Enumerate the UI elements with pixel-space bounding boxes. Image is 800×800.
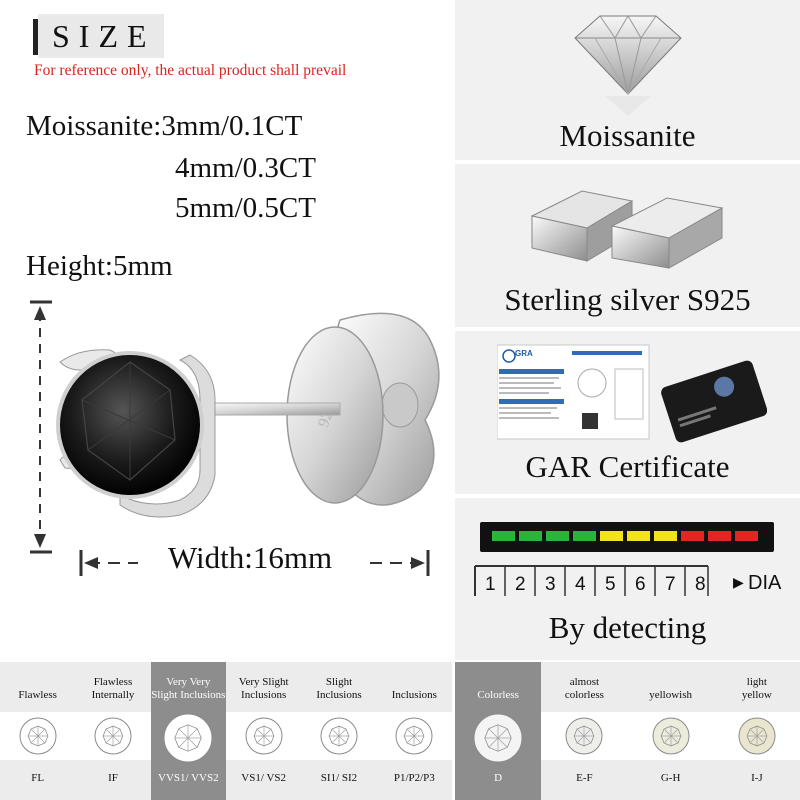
tester-panel	[455, 498, 800, 660]
color-grade-column	[541, 662, 627, 800]
clarity-name: Slight Inclusions	[316, 676, 362, 701]
clarity-column	[75, 662, 150, 800]
tester-led	[708, 531, 731, 541]
diamond-icon	[565, 8, 691, 120]
color-grade-name: light yellow	[741, 676, 772, 701]
color-table	[455, 662, 800, 800]
clarity-code: VS1/ VS2	[241, 772, 287, 784]
clarity-column	[301, 662, 376, 800]
clarity-code: FL	[31, 772, 45, 784]
arrow-icon: ▶	[733, 575, 744, 591]
feature-label-moissanite: Moissanite	[559, 118, 696, 153]
tester-scale	[473, 560, 713, 600]
feature-label-silver: Sterling silver S925	[504, 282, 751, 317]
color-grade-code: E-F	[576, 772, 593, 784]
clarity-code: P1/P2/P3	[393, 772, 435, 784]
size-title: SIZE	[38, 14, 164, 58]
tester-led	[654, 531, 677, 541]
clarity-name: Very Slight Inclusions	[238, 676, 289, 701]
moissanite-panel	[455, 0, 800, 160]
silver-bars-icon	[527, 186, 727, 270]
color-grade-column	[455, 662, 541, 800]
clarity-column	[377, 662, 452, 800]
reference-note: For reference only, the actual product shall prevail	[34, 62, 347, 79]
dia-label: DIA	[748, 572, 782, 594]
tester-led	[492, 531, 515, 541]
clarity-name: Very Very Slight Inclusions	[151, 676, 226, 701]
clarity-name: Inclusions	[391, 689, 437, 701]
tester-led	[546, 531, 569, 541]
clarity-code: VVS1/ VVS2	[158, 772, 219, 784]
clarity-code: IF	[108, 772, 118, 784]
gem-icon	[472, 712, 524, 769]
tester-number: 5	[605, 574, 616, 595]
gem-icon	[651, 716, 691, 761]
gem-icon	[319, 716, 359, 761]
gem-icon	[244, 716, 284, 761]
color-grade-code: G-H	[660, 772, 681, 784]
tester-number: 7	[665, 574, 676, 595]
tester-led-bar	[492, 531, 762, 541]
clarity-column	[226, 662, 301, 800]
certificate-icon	[497, 343, 767, 443]
tester-led	[600, 531, 623, 541]
spec-line-1: Moissanite:3mm/0.1CT	[26, 110, 303, 142]
clarity-name: Flawless Internally	[91, 676, 135, 701]
clarity-column	[151, 662, 226, 800]
clarity-table	[0, 662, 452, 800]
clarity-column	[0, 662, 75, 800]
width-label: Width:16mm	[168, 540, 333, 575]
width-arrow-left	[78, 548, 162, 578]
gra-logo: GRA	[515, 349, 533, 358]
gem-icon	[394, 716, 434, 761]
tester-led	[519, 531, 542, 541]
spec-line-2: 4mm/0.3CT	[175, 152, 316, 184]
gem-icon	[162, 712, 214, 769]
color-grade-name: Colorless	[477, 689, 519, 701]
color-grade-name: almost colorless	[564, 676, 604, 701]
color-grade-column	[628, 662, 714, 800]
certificate-panel	[455, 331, 800, 494]
tester-number: 4	[575, 574, 586, 595]
tester-led	[627, 531, 650, 541]
feature-label-certificate: GAR Certificate	[525, 449, 730, 484]
clarity-name: Flawless	[18, 689, 57, 701]
tester-number: 3	[545, 574, 556, 595]
gem-icon	[18, 716, 58, 761]
gem-icon	[737, 716, 777, 761]
gem-icon	[564, 716, 604, 761]
tester-led	[681, 531, 704, 541]
tester-led	[735, 531, 758, 541]
tester-number: 8	[695, 574, 706, 595]
color-grade-name: yellowish	[649, 689, 693, 701]
earring-image	[50, 300, 450, 550]
gem-icon	[93, 716, 133, 761]
tester-led	[573, 531, 596, 541]
tester-number: 1	[485, 574, 496, 595]
height-label: Height:5mm	[26, 250, 173, 282]
clarity-code: SI1/ SI2	[320, 772, 358, 784]
width-arrow-right	[366, 548, 432, 578]
silver-panel	[455, 164, 800, 327]
spec-line-3: 5mm/0.5CT	[175, 192, 316, 224]
color-grade-code: D	[494, 772, 503, 784]
tester-number: 2	[515, 574, 526, 595]
feature-label-detecting: By detecting	[548, 610, 707, 645]
tester-number: 6	[635, 574, 646, 595]
color-grade-code: I-J	[751, 772, 763, 784]
color-grade-column	[714, 662, 800, 800]
